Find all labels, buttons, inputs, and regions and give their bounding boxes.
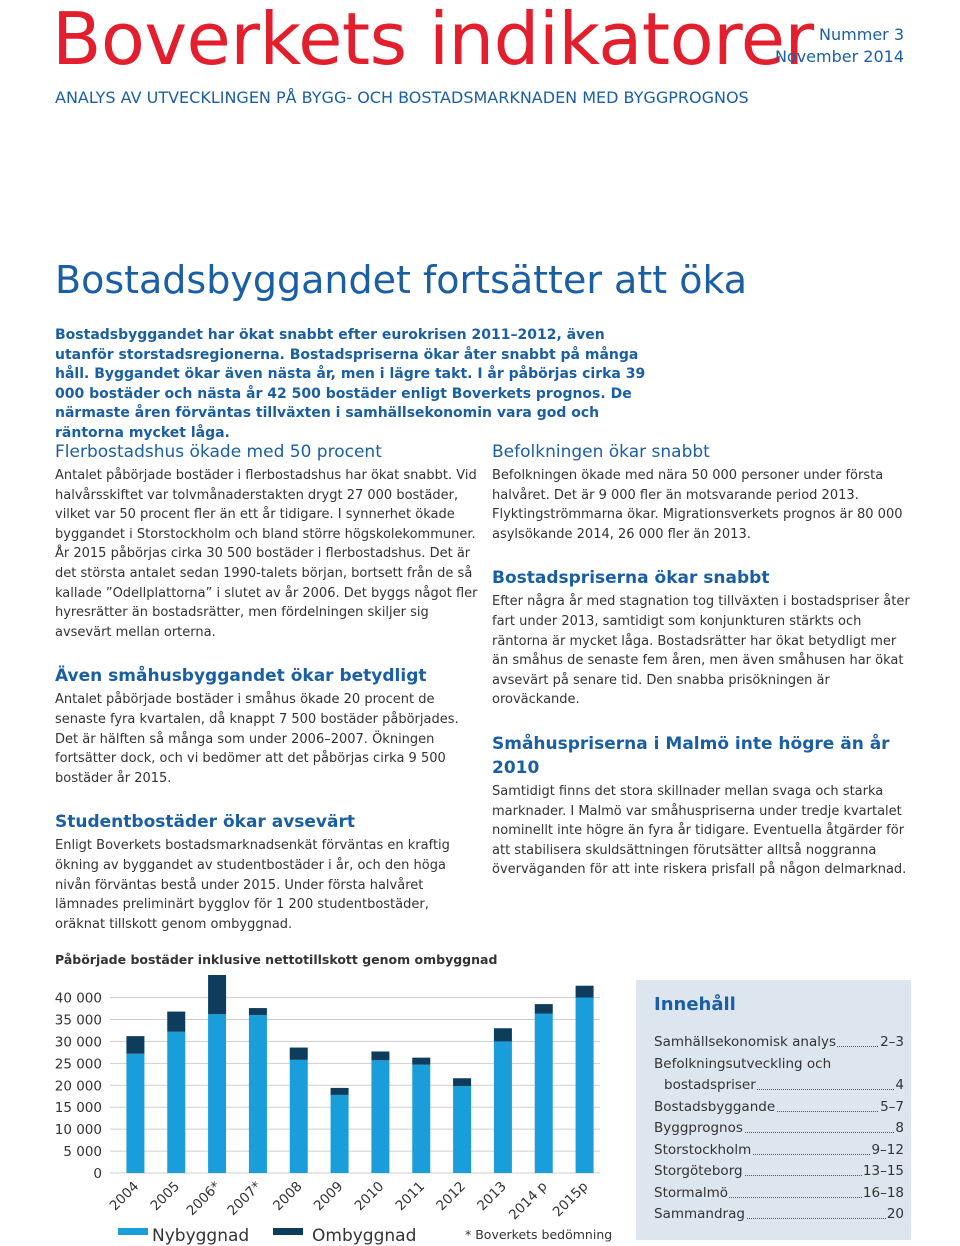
section-heading: Befolkningen ökar snabbt [492, 442, 710, 462]
bar-ombyggnad [453, 1078, 471, 1086]
toc-item-page: 2–3 [880, 1034, 904, 1050]
x-tick-label: 2006* [183, 1178, 224, 1219]
issue-info [775, 24, 904, 68]
toc-item-page: 4 [895, 1077, 904, 1093]
bar-ombyggnad [535, 1004, 553, 1014]
toc-item[interactable] [654, 1161, 904, 1181]
section-body: Efter några år med stagnation tog tillväxten i bostadspriser åter fart under 2013, samtidigt som konjunkturen stärkts och räntorna är mycket låga. Bostadsrätter har ökat betydligt mer än småhus de senaste fem åren, men även småhusen har ökat avsevärt på senare tid. Den snabba prisökningen är oroväckande. [492, 594, 910, 708]
toc-item[interactable] [654, 1097, 904, 1117]
publication-title: Boverkets indikatorer [52, 0, 814, 81]
legend-label-nybyggnad: Nybyggnad [152, 1226, 250, 1246]
section-heading: Småhuspriserna i Malmö inte högre än år 2010 [492, 733, 890, 778]
bar-ombyggnad [167, 1012, 185, 1032]
bar-nybyggnad [126, 1054, 144, 1173]
toc-item-page: 8 [895, 1120, 904, 1136]
x-tick-label: 2010 [351, 1178, 388, 1215]
x-tick-label: 2008 [269, 1178, 306, 1215]
x-tick-label: 2014 p [505, 1178, 551, 1224]
toc-item-page: 20 [886, 1206, 904, 1222]
y-tick-label: 10 000 [54, 1122, 102, 1139]
toc-item-page: 5–7 [880, 1098, 904, 1115]
right-column [492, 440, 910, 894]
section-body: Samtidigt finns det stora skillnader mellan svaga och starka marknader. I Malmö var småhuspriserna under tredje kvartalet nominellt inte högre än fyra år tidigare. Eventuella åtgärder för att stabilisera skuldsättningen förutsätter alltså noggranna överväganden för att inte riskera prisfall på någon delmarknad. [492, 783, 907, 878]
bar-ombyggnad [249, 1008, 267, 1015]
section-heading: Flerbostadshus ökade med 50 procent [55, 442, 382, 462]
y-tick-label: 0 [93, 1166, 102, 1182]
legend-swatch-ombyggnad [273, 1228, 303, 1235]
x-tick-label: 2004 [106, 1178, 143, 1215]
bar-nybyggnad [290, 1060, 308, 1173]
toc-item[interactable] [654, 1118, 904, 1138]
toc-item-label: Stormalmö [654, 1184, 729, 1201]
x-tick-label: 2013 [474, 1178, 510, 1215]
x-tick-label: 2012 [433, 1178, 469, 1215]
y-tick-label: 20 000 [54, 1078, 102, 1095]
legend-swatch-nybyggnad [118, 1228, 148, 1235]
chart-bars [126, 975, 593, 1173]
x-tick-label: 2007* [224, 1178, 265, 1219]
y-tick-label: 5 000 [63, 1144, 102, 1161]
x-tick-label: 2005 [147, 1178, 184, 1215]
bar-nybyggnad [371, 1060, 389, 1173]
article-lead: Bostadsbyggandet har ökat snabbt efter eurokrisen 2011–2012, även utanför storstadsregionerna. Bostadspriserna ökar åter snabbt på många håll. Byggandet ökar även nästa år, men i lägre takt. I år påbörjas cirka 39 000 bostäder och nästa år 42 500 bostäder enligt Boverkets prognos. De närmaste åren förväntas tillväxten i samhällsekonomin vara god och räntorna mycket låga. [55, 327, 646, 441]
toc-item[interactable] [654, 1183, 904, 1203]
x-tick-label: 2011 [392, 1178, 429, 1215]
left-column [55, 440, 480, 948]
toc-item-label: Storstockholm [654, 1141, 752, 1158]
bar-nybyggnad [167, 1032, 185, 1173]
bar-nybyggnad [208, 1014, 226, 1173]
y-tick-labels [55, 991, 102, 1182]
bar-ombyggnad [331, 1088, 349, 1095]
bar-nybyggnad [331, 1095, 349, 1173]
bar-nybyggnad [453, 1086, 471, 1173]
toc-item-label: Sammandrag [654, 1206, 745, 1222]
toc-item-label: Bostadsbyggande [654, 1098, 776, 1115]
x-tick-label: 2009 [310, 1178, 347, 1215]
publication-subtitle: ANALYS AV UTVECKLINGEN PÅ BYGG- OCH BOSTADSMARKNADEN MED BYGGPROGNOS [55, 88, 749, 107]
toc-heading: Innehåll [654, 994, 736, 1015]
bar-ombyggnad [290, 1048, 308, 1060]
section-body: Befolkningen ökade med nära 50 000 personer under första halvåret. Det är 9 000 fler än motsvarande period 2013. Flyktingströmmarna ökar. Migrationsverkets prognos är 80 000 asylsökande 2014, 26 000 fler än 2013. [492, 468, 903, 542]
toc-item-label: Storgöteborg [654, 1163, 743, 1179]
bar-nybyggnad [494, 1041, 512, 1173]
toc-item-label: Samhällsekonomisk analys [654, 1034, 836, 1050]
x-tick-labels [107, 1178, 592, 1223]
legend-label-ombyggnad: Ombyggnad [312, 1226, 417, 1246]
issue-date: November 2014 [774, 47, 904, 66]
chart-title: Påbörjade bostäder inklusive nettotillskott genom ombyggnad [55, 952, 498, 967]
toc-item-label: Befolkningsutveckling och [654, 1055, 832, 1072]
bar-ombyggnad [412, 1058, 430, 1065]
toc-item-label: Byggprognos [654, 1120, 743, 1136]
x-tick-label: 2015p [549, 1178, 592, 1221]
bar-nybyggnad [576, 998, 594, 1173]
bar-ombyggnad [494, 1028, 512, 1041]
toc-item[interactable] [664, 1075, 904, 1095]
y-tick-label: 25 000 [54, 1056, 102, 1073]
table-of-contents [636, 980, 911, 1240]
chart-legend [118, 1226, 612, 1246]
bar-nybyggnad [412, 1065, 430, 1173]
section-body: Enligt Boverkets bostadsmarknadsenkät förväntas en kraftig ökning av byggandet av studentbostäder i år, och den höga nivån förväntas bestå under 2015. Under första halvåret lämnades preliminärt bygglov för 1 200 studentbostäder, oräknat tillskott genom ombyggnad. [55, 838, 450, 932]
article-headline: Bostadsbyggandet fortsätter att öka [55, 258, 748, 302]
bar-ombyggnad [371, 1051, 389, 1060]
bar-nybyggnad [249, 1015, 267, 1173]
section-body: Antalet påbörjade bostäder i flerbostadshus har ökat snabbt. Vid halvårsskiftet var tolvmånaderstakten drygt 27 000 bostäder, vilket var 50 procent fler än ett år tidigare. I synnerhet ökade byggandet i Storstockholm och bland större högskolekommuner. År 2015 påbörjas cirka 30 500 bostäder i flerbostadshus. Det är det största antalet sedan 1990-talets början, bortsett från de så kallade ”Odellplattorna” i slutet av år 2006. Det byggs något fler hyresrätter än bostadsrätter, men fördelningen skiljer sig avsevärt mellan orterna. [55, 468, 478, 640]
y-tick-label: 30 000 [54, 1034, 102, 1051]
bar-ombyggnad [208, 975, 226, 1014]
y-tick-label: 40 000 [54, 990, 102, 1007]
issue-number: Nummer 3 [819, 25, 904, 44]
toc-item[interactable] [654, 1054, 904, 1074]
section-body: Antalet påbörjade bostäder i småhus ökade 20 procent de senaste fyra kvartalen, då knappt 7 500 bostäder påbörjades. Det är hälften så många som under 2006–2007. Ökningen fortsätter dock, och vi bedömer att det påbörjas cirka 9 500 bostäder år 2015. [55, 692, 459, 786]
bar-chart [40, 975, 620, 1246]
y-tick-label: 15 000 [54, 1100, 102, 1117]
section-heading: Bostadspriserna ökar snabbt [492, 568, 770, 589]
bar-ombyggnad [126, 1036, 144, 1054]
section-heading: Även småhusbyggandet ökar betydligt [55, 666, 427, 687]
bar-ombyggnad [576, 986, 594, 998]
toc-item-page: 16–18 [862, 1184, 904, 1201]
toc-item[interactable] [654, 1140, 904, 1160]
toc-item-page: 9–12 [871, 1141, 904, 1158]
toc-item[interactable] [654, 1032, 904, 1052]
bar-nybyggnad [535, 1014, 553, 1173]
y-tick-label: 35 000 [54, 1012, 102, 1029]
section-heading: Studentbostäder ökar avsevärt [55, 812, 355, 833]
toc-item[interactable] [654, 1204, 904, 1224]
chart-note: * Boverkets bedömning [465, 1227, 613, 1242]
toc-item-label: bostadspriser [664, 1077, 756, 1093]
toc-item-page: 13–15 [862, 1163, 904, 1179]
